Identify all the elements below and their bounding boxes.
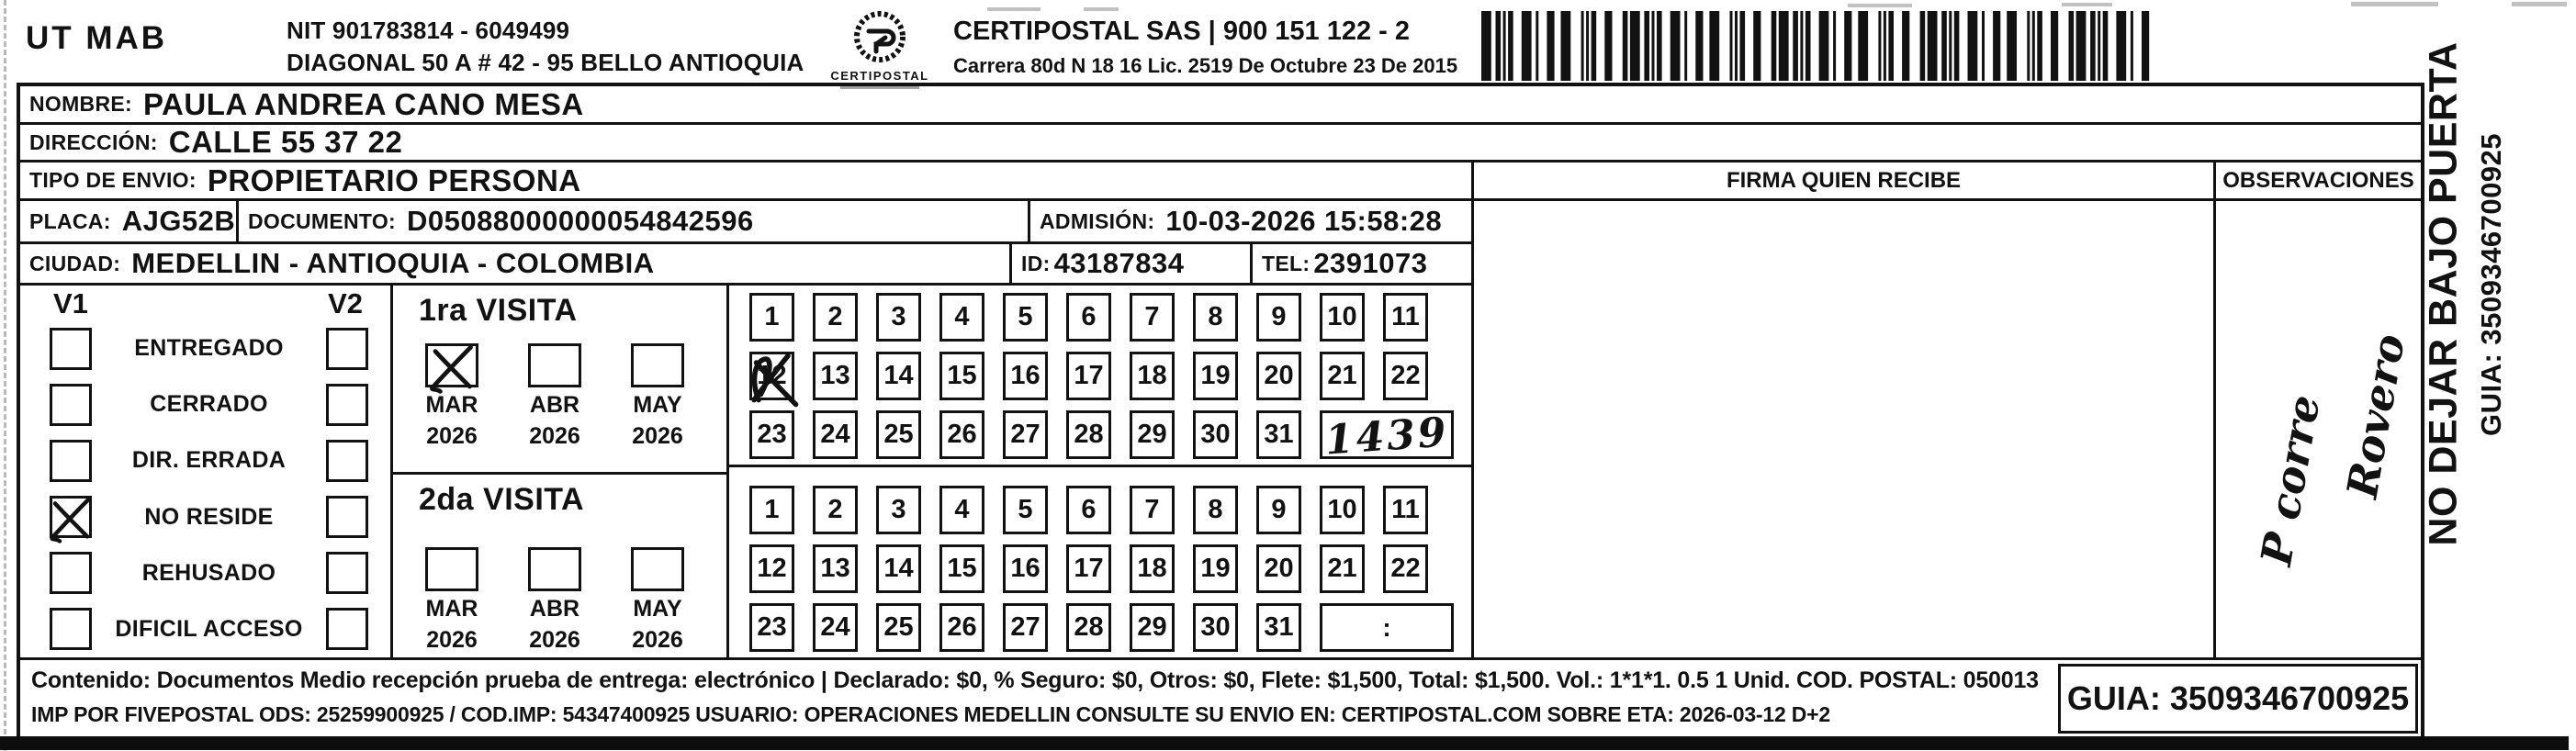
- v1-checkbox: [50, 440, 92, 482]
- firma-column-divider: [1471, 163, 1474, 657]
- month-option: [514, 343, 595, 450]
- day-cell: 12: [749, 544, 794, 593]
- day-cell: 11: [1383, 293, 1428, 342]
- handwritten-x-mark: [49, 495, 93, 540]
- barcode: [1481, 11, 2158, 83]
- day-cell: 14: [876, 352, 921, 400]
- day-cell: 28: [1066, 410, 1111, 459]
- status-rows: [20, 320, 390, 657]
- scan-artifact: [987, 7, 1041, 11]
- v1-label: V1: [53, 287, 88, 319]
- day-cell: 4: [939, 293, 984, 342]
- tel-label: TEL:: [1262, 251, 1310, 275]
- direccion-label: DIRECCIÓN:: [29, 129, 158, 154]
- day-cell: 14: [876, 544, 921, 593]
- status-row: [20, 432, 390, 488]
- tipo-envio-label: TIPO DE ENVIO:: [29, 168, 197, 192]
- status-option-label: REHUSADO: [141, 559, 276, 586]
- form-body: [20, 286, 2421, 657]
- month-year: 2026: [632, 423, 683, 449]
- day-cell: 17: [1066, 544, 1111, 593]
- visit-months: [393, 547, 726, 654]
- v2-checkbox: [326, 552, 368, 594]
- month-label: MAR: [425, 596, 478, 622]
- status-row: [20, 320, 390, 376]
- day-cell: 29: [1130, 410, 1175, 459]
- scan-artifact: [2512, 2, 2567, 6]
- day-cell: 18: [1130, 544, 1175, 593]
- row-ciudad: [20, 244, 1471, 286]
- contenido-line: Contenido: Documentos Medio recepción prueba de entrega: electrónico | Declarado: $0, % Seguro: $0, Otros: $0, Flete: $1,500, Total: $1,500. Vol.: 1*1*1. 0.5 1 Unid. COD. POSTAL: 050013: [31, 667, 2039, 693]
- visit-months: [393, 343, 726, 450]
- day-grids: [729, 286, 1471, 657]
- month-year: 2026: [632, 627, 683, 653]
- guia-number-box: GUIA: 3509346700925: [2058, 664, 2418, 734]
- day-cell: 24: [813, 603, 858, 652]
- month-checkbox: [425, 547, 478, 591]
- status-option-label: CERRADO: [150, 391, 268, 418]
- v2-checkbox: [326, 496, 368, 538]
- day-cell: 15: [939, 352, 984, 400]
- guia-number-vertical: GUIA: 3509346700925: [2475, 132, 2507, 437]
- visits-section: [393, 286, 729, 657]
- day-cell: 26: [939, 410, 984, 459]
- id-cell: [1012, 244, 1253, 283]
- delivery-instruction-vertical: NO DEJAR BAJO PUERTA: [2421, 41, 2466, 546]
- day-cell: 31: [1256, 603, 1301, 652]
- day-cell: 30: [1193, 410, 1238, 459]
- row-placa: [20, 201, 1471, 244]
- day-cell: 13: [813, 352, 858, 400]
- day-cell: 31: [1256, 410, 1301, 459]
- client-address: DIAGONAL 50 A # 42 - 95 BELLO ANTIOQUIA: [287, 49, 804, 76]
- day-cell: 7: [1130, 293, 1175, 342]
- day-cell: 11: [1383, 486, 1428, 534]
- placa-cell: [20, 201, 239, 241]
- day-cell: 23: [749, 603, 794, 652]
- month-label: MAY: [633, 596, 682, 622]
- day-cell: 13: [813, 544, 858, 593]
- day-cell: 21: [1320, 544, 1365, 593]
- day-cell: 9: [1256, 486, 1301, 534]
- day-cell: 21: [1320, 352, 1365, 400]
- month-label: ABR: [529, 596, 580, 622]
- documento-cell: [239, 201, 1030, 241]
- direccion-value: CALLE 55 37 22: [168, 125, 403, 159]
- admision-value: 10-03-2026 15:58:28: [1165, 205, 1443, 237]
- day-cell: 5: [1003, 486, 1048, 534]
- visit-title: 1ra VISITA: [419, 293, 578, 328]
- v1-checkbox: [50, 608, 92, 650]
- company-address: Carrera 80d N 18 16 Lic. 2519 De Octubre 23 De 2015: [953, 54, 1458, 77]
- month-checkbox: [528, 547, 581, 591]
- company-info-block: [953, 17, 1457, 78]
- status-head: [20, 286, 390, 320]
- day-cell: 29: [1130, 603, 1175, 652]
- day-cell: 8: [1193, 293, 1238, 342]
- day-cell: 19: [1193, 544, 1238, 593]
- month-checkbox: [631, 343, 684, 387]
- day-cell: 22: [1383, 544, 1428, 593]
- day-cell: 27: [1003, 410, 1048, 459]
- handwritten-note-2: Rovero: [2336, 330, 2415, 502]
- ciudad-label: CIUDAD:: [29, 251, 121, 275]
- handwritten-note-1: P corre: [2251, 391, 2330, 569]
- v1-checkbox: [50, 384, 92, 426]
- admision-label: ADMISIÓN:: [1040, 208, 1155, 233]
- observaciones-column-divider: [2213, 163, 2216, 657]
- day-cell: 25: [876, 410, 921, 459]
- v1-checkbox: [50, 496, 92, 538]
- client-code: UT MAB: [26, 20, 168, 56]
- logo-text: CERTIPOSTAL: [830, 69, 929, 83]
- month-checkbox: [528, 343, 581, 387]
- status-option-label: NO RESIDE: [144, 503, 274, 530]
- day-cell: 6: [1066, 293, 1111, 342]
- v1-checkbox: [50, 552, 92, 594]
- day-cell: 16: [1003, 544, 1048, 593]
- v2-label: V2: [328, 287, 363, 319]
- perforation-edge: [4, 0, 6, 751]
- status-option-label: ENTREGADO: [134, 335, 284, 362]
- form-table: [17, 83, 2424, 742]
- company-line: CERTIPOSTAL SAS | 900 151 122 - 2: [953, 17, 1411, 46]
- status-row: [20, 376, 390, 432]
- day-cell: 12: [749, 352, 794, 400]
- month-label: ABR: [529, 392, 580, 418]
- row-tipo-envio: [20, 163, 2421, 201]
- v2-checkbox: [326, 384, 368, 426]
- day-cell: 23: [749, 410, 794, 459]
- tel-value: 2391073: [1313, 247, 1428, 279]
- month-year: 2026: [529, 627, 580, 653]
- nombre-value: PAULA ANDREA CANO MESA: [142, 86, 584, 121]
- day-cell: 15: [939, 544, 984, 593]
- placa-value: AJG52B: [121, 205, 236, 237]
- scan-artifact: [2351, 2, 2438, 6]
- documento-value: D05088000000054842596: [407, 205, 754, 237]
- first-visit-block: [393, 293, 726, 475]
- day-cell: 1: [749, 486, 794, 534]
- v1-checkbox: [50, 328, 92, 370]
- day-cell: 4: [939, 486, 984, 534]
- bottom-scan-bar: [0, 736, 2569, 750]
- status-row: [20, 489, 390, 545]
- nombre-label: NOMBRE:: [29, 92, 132, 116]
- day-cell: 8: [1193, 486, 1238, 534]
- day-cell: 28: [1066, 603, 1111, 652]
- second-visit-day-grid: [729, 467, 1471, 657]
- day-cell: 17: [1066, 352, 1111, 400]
- handwritten-time: 1439: [1323, 409, 1450, 465]
- tel-cell: [1253, 244, 1471, 283]
- day-cell: 10: [1320, 486, 1365, 534]
- month-checkbox: [631, 547, 684, 591]
- handwritten-scribble-mark: [746, 348, 801, 407]
- day-cell: 30: [1193, 603, 1238, 652]
- month-checkbox: [425, 343, 478, 387]
- day-cell: 16: [1003, 352, 1048, 400]
- month-option: [411, 547, 492, 654]
- scan-artifact: [1084, 7, 1119, 11]
- time-cell: [1320, 409, 1454, 465]
- month-label: MAY: [633, 392, 682, 418]
- v2-checkbox: [326, 440, 368, 482]
- day-cell: 5: [1003, 293, 1048, 342]
- scan-artifact: [2062, 3, 2112, 6]
- month-option: [617, 343, 698, 450]
- day-cell: 2: [813, 486, 858, 534]
- status-row: [20, 545, 390, 601]
- time-colon: :: [1382, 612, 1391, 642]
- month-option: [411, 343, 492, 450]
- day-cell: 24: [813, 410, 858, 459]
- observaciones-header: OBSERVACIONES: [2213, 163, 2421, 198]
- time-cell: [1320, 603, 1454, 652]
- tipo-envio-value: PROPIETARIO PERSONA: [207, 163, 581, 197]
- first-visit-day-grid: [729, 286, 1471, 467]
- month-option: [617, 547, 698, 654]
- month-year: 2026: [426, 627, 478, 653]
- day-cell: 22: [1383, 352, 1428, 400]
- month-label: MAR: [425, 392, 478, 418]
- client-info-block: [287, 15, 804, 79]
- day-cell: 19: [1193, 352, 1238, 400]
- row-nombre: [20, 86, 2421, 125]
- certipostal-logo: [820, 9, 939, 89]
- day-cell: 9: [1256, 293, 1301, 342]
- status-option-label: DIR. ERRADA: [131, 447, 287, 474]
- day-cell: 3: [876, 486, 921, 534]
- certipostal-logo-icon: [844, 9, 916, 66]
- day-cell: 10: [1320, 293, 1365, 342]
- nit-line: NIT 901783814 - 6049499: [287, 17, 570, 44]
- handwritten-x-mark: [423, 342, 480, 389]
- footer-section: [20, 657, 2421, 738]
- firma-quien-recibe-header: FIRMA QUIEN RECIBE: [1471, 163, 2213, 198]
- month-year: 2026: [529, 423, 580, 449]
- id-label: ID:: [1021, 251, 1051, 275]
- status-option-label: DIFICIL ACCESO: [115, 615, 303, 642]
- day-cell: 18: [1130, 352, 1175, 400]
- documento-label: DOCUMENTO:: [248, 208, 397, 233]
- day-cell: 26: [939, 603, 984, 652]
- second-visit-block: [393, 482, 726, 672]
- delivery-status-section: [20, 286, 393, 657]
- v2-checkbox: [326, 328, 368, 370]
- visit-title: 2da VISITA: [419, 482, 585, 517]
- placa-label: PLACA:: [29, 208, 111, 233]
- day-cell: 6: [1066, 486, 1111, 534]
- day-cell: 7: [1130, 486, 1175, 534]
- v2-checkbox: [326, 608, 368, 650]
- day-cell: 3: [876, 293, 921, 342]
- day-cell: 25: [876, 603, 921, 652]
- day-cell: 1: [749, 293, 794, 342]
- status-row: [20, 601, 390, 657]
- scan-artifact: [1848, 4, 1912, 7]
- imp-line: IMP POR FIVEPOSTAL ODS: 25259900925 / COD.IMP: 54347400925 USUARIO: OPERACIONES MEDELLIN CONSULTE SU ENVIO EN: CERTIPOSTAL.COM SOBRE ETA: 2026-03-12 D+2: [31, 702, 1830, 726]
- day-cell: 20: [1256, 544, 1301, 593]
- admision-cell: [1030, 201, 1471, 241]
- ciudad-value: MEDELLIN - ANTIOQUIA - COLOMBIA: [131, 247, 655, 279]
- row-direccion: [20, 125, 2421, 163]
- month-option: [514, 547, 595, 654]
- ciudad-cell: [20, 244, 1012, 283]
- day-cell: 20: [1256, 352, 1301, 400]
- day-cell: 2: [813, 293, 858, 342]
- month-year: 2026: [426, 423, 478, 449]
- day-cell: 27: [1003, 603, 1048, 652]
- id-value: 43187834: [1053, 247, 1185, 279]
